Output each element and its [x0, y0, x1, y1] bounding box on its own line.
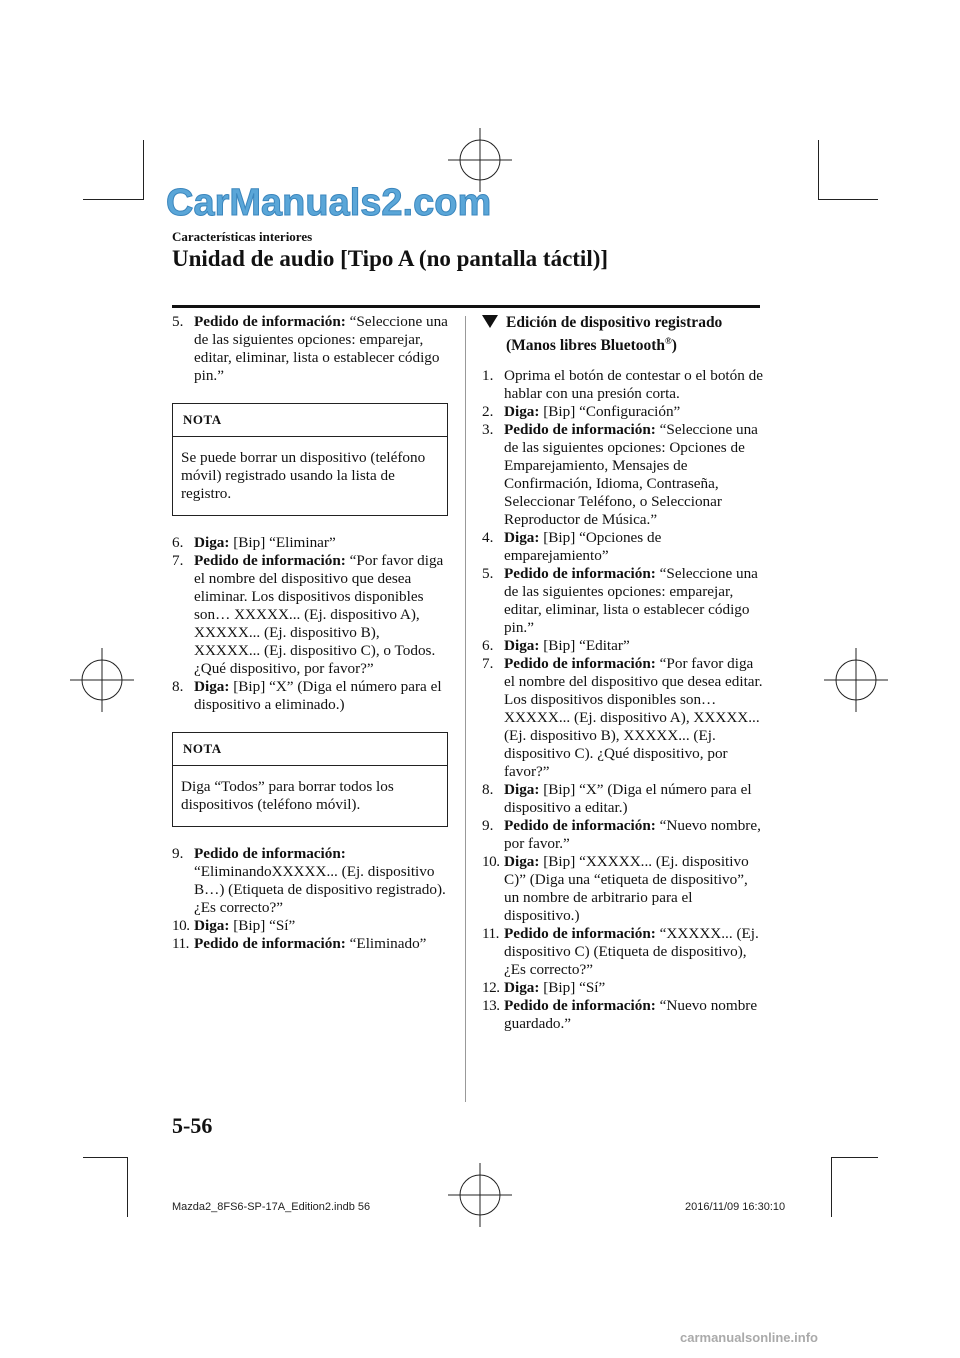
list-item: 12. Diga: [Bip] “Sí”: [482, 979, 606, 997]
subsection-heading: Edición de dispositivo registrado (Manos libres Bluetooth®): [482, 313, 764, 355]
registration-mark-icon: [448, 1163, 512, 1227]
triangle-bullet-icon: [482, 315, 498, 328]
note-box: [172, 732, 448, 827]
watermark-text: carmanualsonline.info: [680, 1330, 818, 1345]
list-item: 8. Diga: [Bip] “X” (Diga el número para el dispositivo a editar.): [482, 781, 752, 817]
footer-date: 2016/11/09 16:30:10: [685, 1201, 786, 1213]
list-item: 4. Diga: [Bip] “Opciones de emparejamiento”: [482, 529, 662, 565]
note-heading: NOTA: [173, 404, 447, 437]
list-item: 9. Pedido de información: “Nuevo nombre, por favor.”: [482, 817, 761, 853]
column-divider: [465, 316, 466, 1102]
note-body: Se puede borrar un dispositivo (teléfono móvil) registrado usando la lista de registro.: [181, 449, 426, 502]
list-item: 3. Pedido de información: “Seleccione una de las siguientes opciones: Opciones de Emparejamiento, Mensajes de Confirmación, Idioma, Contraseña, Seleccionar Teléfono, o Seleccionar Reproductor de Música.”: [482, 421, 758, 529]
list-item: 10. Diga: [Bip] “Sí”: [172, 917, 296, 934]
steps-list: [482, 367, 764, 1033]
section-label: Características interiores: [172, 229, 313, 244]
right-column: [482, 313, 764, 1033]
list-item: 7. Pedido de información: “Por favor diga el nombre del dispositivo que desea eliminar. Los dispositivos disponibles son… XXXXX... (Ej. dispositivo A), XXXXX... (Ej. dispositivo B), XXXXX... (Ej. dispositivo C), o Todos. ¿Qué dispositivo, por favor?”: [172, 552, 444, 677]
note-body: Diga “Todos” para borrar todos los dispositivos (teléfono móvil).: [181, 778, 394, 813]
title-rule: [172, 305, 760, 308]
list-item: 6. Diga: [Bip] “Eliminar”: [172, 534, 336, 551]
list-item: 5. Pedido de información: “Seleccione una de las siguientes opciones: emparejar, editar, eliminar, lista o establecer código pin.”: [482, 565, 758, 637]
list-item: 6. Diga: [Bip] “Editar”: [482, 637, 630, 655]
list-item: 11. Pedido de información: “Eliminado”: [172, 935, 427, 952]
list-item: 10. Diga: [Bip] “XXXXX... (Ej. dispositivo C)” (Diga una “etiqueta de dispositivo”, un nombre de arbitrario para el dispositivo.): [482, 853, 749, 925]
watermark-logo: CarManuals2.com: [166, 182, 492, 224]
note-box: [172, 403, 448, 516]
note-heading: NOTA: [173, 733, 447, 766]
list-item: 11. Pedido de información: “XXXXX... (Ej. dispositivo C) (Etiqueta de dispositivo), ¿Es correcto?”: [482, 925, 759, 979]
footer-file-info: Mazda2_8FS6-SP-17A_Edition2.indb 56: [172, 1201, 371, 1213]
list-item: 9. Pedido de información: “EliminandoXXXXX... (Ej. dispositivo B…) (Etiqueta de dispositivo registrado). ¿Es correcto?”: [172, 845, 446, 916]
list-item: 2. Diga: [Bip] “Configuración”: [482, 403, 681, 421]
left-column: [172, 313, 448, 953]
list-item: 13. Pedido de información: “Nuevo nombre guardado.”: [482, 997, 758, 1033]
list-item: 7. Pedido de información: “Por favor diga el nombre del dispositivo que desea editar. Los dispositivos disponibles son… XXXXX... (Ej. dispositivo A), XXXXX... (Ej. dispositivo B), XXXXX... (Ej. dispositivo C). ¿Qué dispositivo, por favor?”: [482, 655, 763, 781]
registration-mark-icon: [824, 648, 888, 712]
registration-mark-icon: [70, 648, 134, 712]
list-item: 5. Pedido de información: “Seleccione una de las siguientes opciones: emparejar, editar, eliminar, lista o establecer código pin.”: [172, 313, 448, 384]
page-number: 5-56: [172, 1113, 213, 1138]
list-item: 8. Diga: [Bip] “X” (Diga el número para el dispositivo a eliminado.): [172, 678, 442, 713]
list-item: 1. Oprima el botón de contestar o el botón de hablar con una presión corta.: [482, 367, 763, 403]
page-title: Unidad de audio [Tipo A (no pantalla táctil)]: [172, 246, 609, 271]
